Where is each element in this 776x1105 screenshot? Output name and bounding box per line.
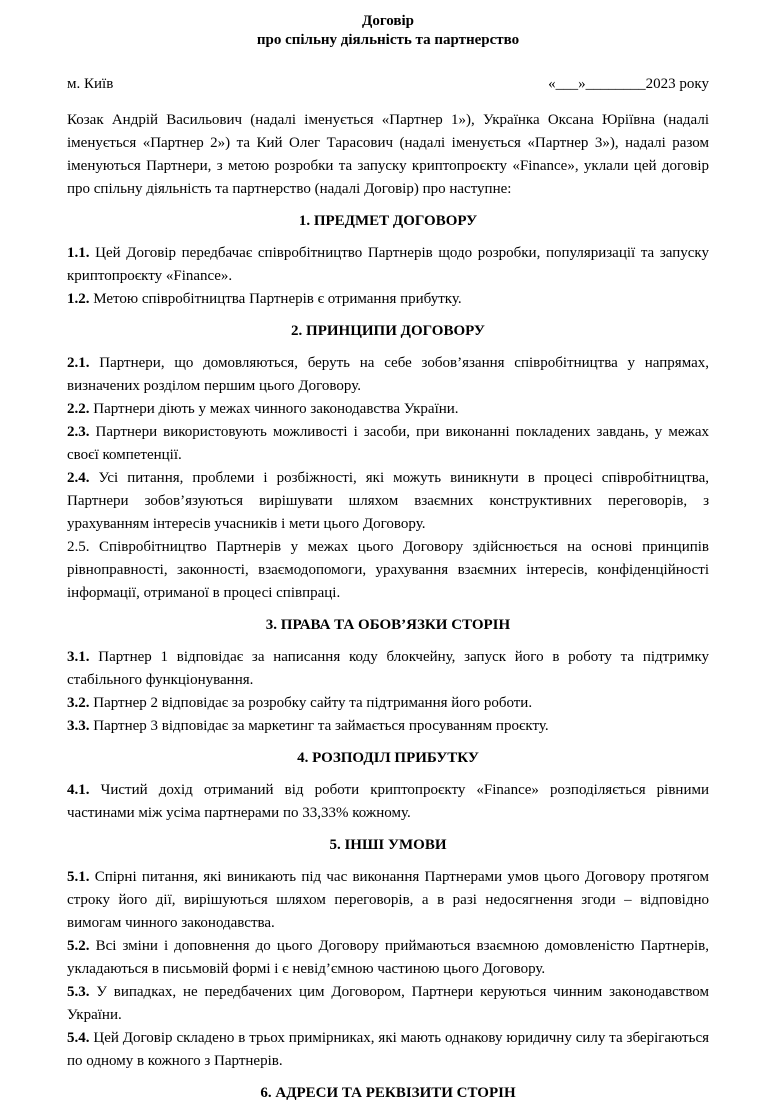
clause-text: Партнери діють у межах чинного законодавства України. [93,401,459,417]
clause-text: Метою співробітництва Партнерів є отримання прибутку. [93,291,462,307]
clause-2-1 [67,352,709,398]
clause-1-1 [67,242,709,288]
clause-number: 2.3. [67,424,90,440]
clause-text: Спірні питання, які виникають під час виконання Партнерами умов цього Договору протягом строку його дії, вирішуються шляхом переговорів, а в разі недосягнення згоди – відповідно вимогам чинного законодавства. [67,869,709,931]
clause-2-5 [67,536,709,605]
clause-number: 5.3. [67,984,90,1000]
clause-3-2 [67,692,709,715]
clause-3-1 [67,646,709,692]
clause-text: Партнер 2 відповідає за розробку сайту та підтримання його роботи. [93,695,533,711]
intro-paragraph: Козак Андрій Васильович (надалі іменується «Партнер 1»), Українка Оксана Юріївна (надалі іменується «Партнер 2») та Кий Олег Тарасович (надалі іменується «Партнер 3»), надалі разом іменуються Партнери, з метою розробки та запуску криптопроєкту «Finance», уклали цей договір про спільну діяльність та партнерство (надалі Договір) про наступне: [67,112,709,197]
clause-number: 3.1. [67,649,90,665]
title-line-2: про спільну діяльність та партнерство [256,32,520,48]
clause-number: 5.1. [67,869,90,885]
clause-text: Партнери, що домовляються, беруть на себе зобов’язання співробітництва у напрямах, визначених розділом першим цього Договору. [67,355,709,394]
clause-text: Партнер 1 відповідає за написання коду блокчейну, запуск його в роботу та підтримку стабільного функціонування. [67,649,709,688]
section-2-heading: 2. ПРИНЦИПИ ДОГОВОРУ [291,323,485,339]
clause-text: Всі зміни і доповнення до цього Договору приймаються взаємною домовленістю Партнерів, укладаються в письмовій формі і є невід’ємною частиною цього Договору. [67,938,709,977]
section-1-heading: 1. ПРЕДМЕТ ДОГОВОРУ [298,213,478,229]
clause-number: 2.4. [67,470,90,486]
clause-text: У випадках, не передбачених цим Договором, Партнери керуються чинним законодавством України. [67,984,709,1023]
clause-4-1 [67,779,709,825]
meta-row [67,73,709,96]
clause-5-2 [67,935,709,981]
place-label: м. Київ [67,76,114,92]
clause-2-2 [67,398,709,421]
clause-1-2 [67,288,709,311]
document-title [67,12,709,50]
clause-5-1 [67,866,709,935]
clause-2-4 [67,467,709,536]
clause-number: 1.2. [67,291,90,307]
clause-number: 2.1. [67,355,90,371]
clause-text: Чистий дохід отриманий від роботи криптопроєкту «Finance» розподіляється рівними частинами між усіма партнерами по 33,33% кожному. [67,782,710,821]
clause-3-3 [67,715,709,738]
clause-number: 3.3. [67,718,90,734]
clause-5-3 [67,981,709,1027]
section-4-heading: 4. РОЗПОДІЛ ПРИБУТКУ [297,750,479,766]
clause-number: 2.5. [67,539,90,555]
clause-number: 4.1. [67,782,90,798]
date-line: «___»________2023 року [548,76,709,92]
clause-text: Партнер 3 відповідає за маркетинг та займається просуванням проєкту. [93,718,549,734]
clause-text: Співробітництво Партнерів у межах цього Договору здійснюється на основі принципів рівноправності, законності, взаємодопомоги, урахування взаємних інтересів, конфіденційності інформації, отриманої в процесі співпраці. [67,539,710,601]
clause-number: 3.2. [67,695,90,711]
clause-number: 2.2. [67,401,90,417]
clause-5-4 [67,1027,709,1073]
clause-number: 5.4. [67,1030,90,1046]
section-3-heading: 3. ПРАВА ТА ОБОВ’ЯЗКИ СТОРІН [265,617,511,633]
clause-text: Партнери використовують можливості і засоби, при виконанні покладених завдань, у межах своєї компетенції. [67,424,710,463]
clause-number: 1.1. [67,245,90,261]
section-6-heading: 6. АДРЕСИ ТА РЕКВІЗИТИ СТОРІН [260,1085,516,1101]
clause-number: 5.2. [67,938,90,954]
title-line-1: Договір [362,13,414,29]
clause-text: Цей Договір передбачає співробітництво Партнерів щодо розробки, популяризації та запуску криптопроєкту «Finance». [67,245,709,284]
clause-2-3 [67,421,709,467]
clause-text: Цей Договір складено в трьох примірниках, які мають однакову юридичну силу та зберігаються по одному в кожного з Партнерів. [67,1030,710,1069]
section-5-heading: 5. ІНШІ УМОВИ [329,837,447,853]
clause-text: Усі питання, проблеми і розбіжності, які можуть виникнути в процесі співробітництва, Партнери зобов’язуються вирішувати шляхом взаємних конструктивних переговорів, з урахуванням інтересів учасників і мети цього Договору. [67,470,710,532]
